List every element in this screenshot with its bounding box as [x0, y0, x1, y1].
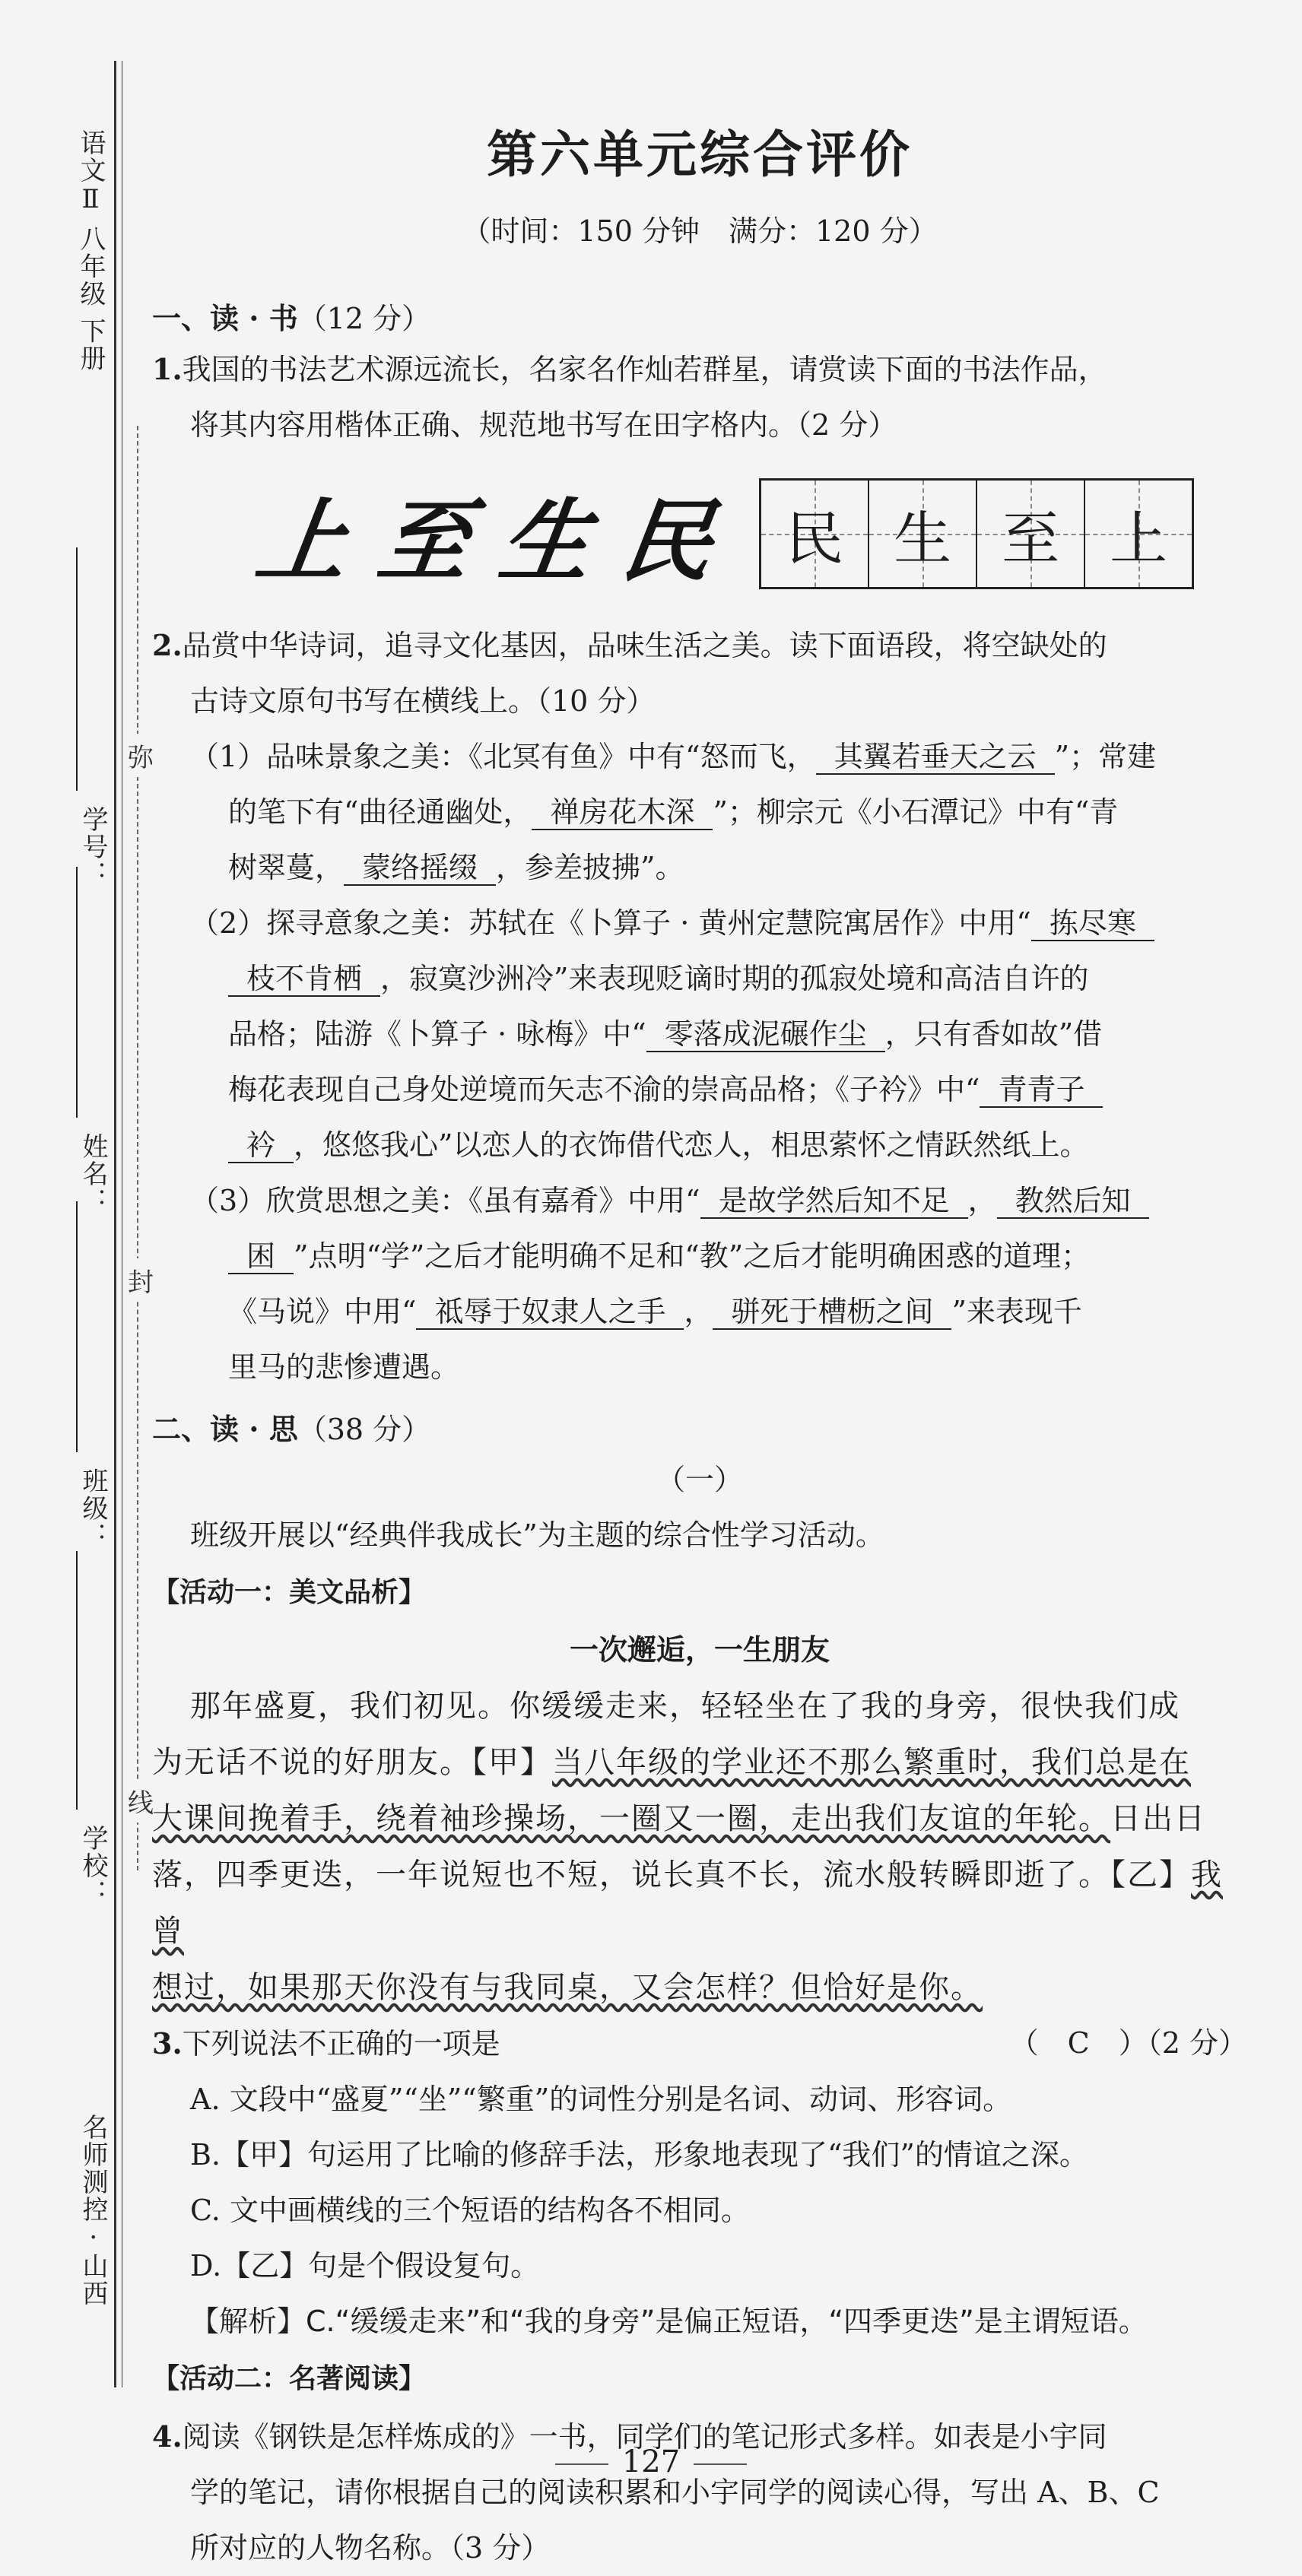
essay-line: 落，四季更迭，一年说短也不短，说长真不长，流水般转瞬即逝了。【乙】我曾 [152, 1857, 1223, 1949]
answer-blank[interactable]: 蒙络摇缀 [344, 851, 496, 886]
answer-blank[interactable]: 是故学然后知不足 [700, 1184, 968, 1219]
footer-dash [694, 2463, 747, 2465]
calligraphy-char: 生 [493, 488, 599, 594]
answer-blank[interactable]: 枝不肯栖 [228, 962, 380, 997]
q4-line2: 学的笔记，请你根据自己的阅读积累和小宇同学的阅读心得，写出 A、B、C [190, 2476, 1160, 2509]
grid-cell[interactable]: 民 [761, 481, 868, 587]
q2-s3-line3: 《马说》中用“ 祗辱于奴隶人之手 ， 骈死于槽枥之间 ”来表现千 [228, 1295, 1082, 1328]
page-subtitle: （时间：150 分钟 满分：120 分） [462, 214, 938, 248]
calligraphy-char: 上 [249, 488, 355, 594]
q1-line2: 将其内容用楷体正确、规范地书写在田字格内。（2 分） [190, 408, 897, 442]
q2-s1-line3: 树翠蔓， 蒙络摇缀 ，参差披拂”。 [228, 851, 684, 884]
name-field[interactable] [76, 867, 78, 1118]
student-id-field[interactable] [76, 547, 78, 791]
cut-mark-feng: 封 [128, 1258, 154, 1302]
q2-s3-line4: 里马的悲惨遭遇。 [228, 1350, 460, 1384]
essay-line: 大课间挽着手，绕着袖珍操场，一圈又一圈，走出我们友谊的年轮。日出日 [152, 1801, 1206, 1836]
calligraphy-char: 至 [371, 488, 477, 594]
page-title: 第六单元综合评价 [487, 125, 913, 184]
q1-line1: 1.我国的书法艺术源远流长，名家名作灿若群星，请赏读下面的书法作品， [152, 352, 1107, 386]
answer-blank[interactable]: 零落成泥碾作尘 [646, 1017, 885, 1052]
q2-line2: 古诗文原句书写在横线上。（10 分） [190, 684, 656, 718]
answer-blank[interactable]: 其翼若垂天之云 [816, 740, 1055, 775]
answer-blank[interactable]: 困 [228, 1239, 294, 1274]
calligraphy-row [152, 458, 1247, 610]
answer-blank[interactable]: 青青子 [980, 1073, 1103, 1108]
answer-blank[interactable]: 禅房花木深 [532, 795, 713, 830]
q2-s2-line1: （2）探寻意象之美：苏轼在《卜算子 · 黄州定慧院寓居作》中用“ 拣尽寒 [152, 896, 1247, 951]
activity-2-heading: 【活动二：名著阅读】 [152, 2363, 427, 2394]
essay-line: 为无话不说的好朋友。【甲】当八年级的学业还不那么繁重时，我们总是在 [152, 1745, 1191, 1780]
q2-s2-line5: 衿 ，悠悠我心”以恋人的衣饰借代恋人，相思萦怀之情跃然纸上。 [152, 1118, 1247, 1173]
grid-cell[interactable]: 至 [976, 481, 1084, 587]
q3-option-d[interactable]: D.【乙】句是个假设复句。 [190, 2249, 540, 2283]
class-label: 班级： [78, 1467, 108, 1550]
book-info: 语文Ⅱ 八年级 下册 [75, 129, 106, 373]
q3-option-b[interactable]: B.【甲】句运用了比喻的修辞手法，形象地表现了“我们”的情谊之深。 [190, 2138, 1088, 2172]
student-id-label: 学号： [78, 806, 108, 888]
school-label: 学校： [78, 1825, 108, 1907]
q2-line1: 2.品赏中华诗词，追寻文化基因，品味生活之美。读下面语段，将空缺处的 [152, 628, 1107, 662]
calligraphy-artwork [249, 469, 720, 598]
section-heading-2: 二、读 · 思（38 分） [152, 1412, 431, 1446]
essay-line: 那年盛夏，我们初见。你缓缓走来，轻轻坐在了我的身旁，很快我们成 [190, 1689, 1180, 1724]
q4-line3: 所对应的人物名称。（3 分） [190, 2531, 551, 2565]
grid-cell[interactable]: 生 [868, 481, 976, 587]
essay-title: 一次邂逅，一生朋友 [569, 1633, 830, 1667]
q2-s3-line2: 困 ”点明“学”之后才能明确不足和“教”之后才能明确困惑的道理； [152, 1229, 1247, 1284]
class-field[interactable] [76, 1201, 78, 1452]
answer-blank[interactable]: 祗辱于奴隶人之手 [416, 1295, 684, 1330]
calligraphy-char: 民 [614, 488, 720, 594]
school-field[interactable] [76, 1551, 78, 1810]
essay-body [152, 1678, 1247, 2016]
q2-s1-line1: （1）品味景象之美：《北冥有鱼》中有“怒而飞， 其翼若垂天之云 ”；常建 [190, 740, 1157, 773]
q3-option-c[interactable]: C. 文中画横线的三个短语的结构各不相同。 [190, 2194, 750, 2227]
essay-line: 想过，如果那天你没有与我同桌，又会怎样？但恰好是你。 [152, 1970, 983, 2005]
answer-blank[interactable]: 衿 [228, 1128, 294, 1163]
answer-blank[interactable]: 教然后知 [997, 1184, 1149, 1219]
q2-s3-line1: （3）欣赏思想之美：《虽有嘉肴》中用“ 是故学然后知不足 ， 教然后知 [152, 1173, 1247, 1229]
q3-answer: （ C ）（2 分） [1009, 2026, 1247, 2060]
tianzige-grid [759, 478, 1194, 589]
q2-s2-line2: 枝不肯栖 ，寂寞沙洲冷”来表现贬谪时期的孤寂处境和高洁自许的 [152, 951, 1247, 1007]
publisher-label: 名师测控 · 山西 [78, 2114, 108, 2308]
section-heading-1: 一、读 · 书（12 分） [152, 301, 431, 335]
page-footer [0, 2444, 1302, 2479]
grid-cell[interactable]: 上 [1084, 481, 1192, 587]
page-number: 127 [621, 2444, 681, 2479]
main-content [152, 99, 1247, 2576]
binding-line [114, 61, 116, 2387]
activity-intro: 班级开展以“经典伴我成长”为主题的综合性学习活动。 [190, 1518, 884, 1552]
name-label: 姓名： [78, 1133, 108, 1215]
q2-s2-line3: 品格；陆游《卜算子 · 咏梅》中“ 零落成泥碾作尘 ，只有香如故”借 [228, 1017, 1103, 1051]
q3-stem: 3.下列说法不正确的一项是 （ C ）（2 分） [152, 2016, 1247, 2072]
answer-blank[interactable]: 拣尽寒 [1031, 906, 1154, 941]
cut-mark-mi: 弥 [128, 734, 154, 777]
q3-analysis: 【解析】C.“缓缓走来”和“我的身旁”是偏正短语，“四季更迭”是主谓短语。 [190, 2305, 1148, 2338]
activity-1-heading: 【活动一：美文品析】 [152, 1577, 427, 1608]
subsection-label: （一） [656, 1463, 743, 1496]
cut-mark-xian: 线 [128, 1779, 154, 1823]
cut-dashed-line [137, 426, 138, 1870]
q3-option-a[interactable]: A. 文段中“盛夏”“坐”“繁重”的词性分别是名词、动词、形容词。 [190, 2083, 1012, 2116]
q4-line1: 4.阅读《钢铁是怎样炼成的》一书，同学们的笔记形式多样。如表是小宇同 [152, 2419, 1107, 2454]
q2-s1-line2: 的笔下有“曲径通幽处， 禅房花木深 ”；柳宗元《小石潭记》中有“青 [228, 795, 1119, 829]
answer-blank[interactable]: 骈死于槽枥之间 [713, 1295, 951, 1330]
footer-dash [555, 2463, 608, 2465]
q2-s2-line4: 梅花表现自己身处逆境而矢志不渝的崇高品格；《子衿》中“ 青青子 [152, 1062, 1247, 1118]
